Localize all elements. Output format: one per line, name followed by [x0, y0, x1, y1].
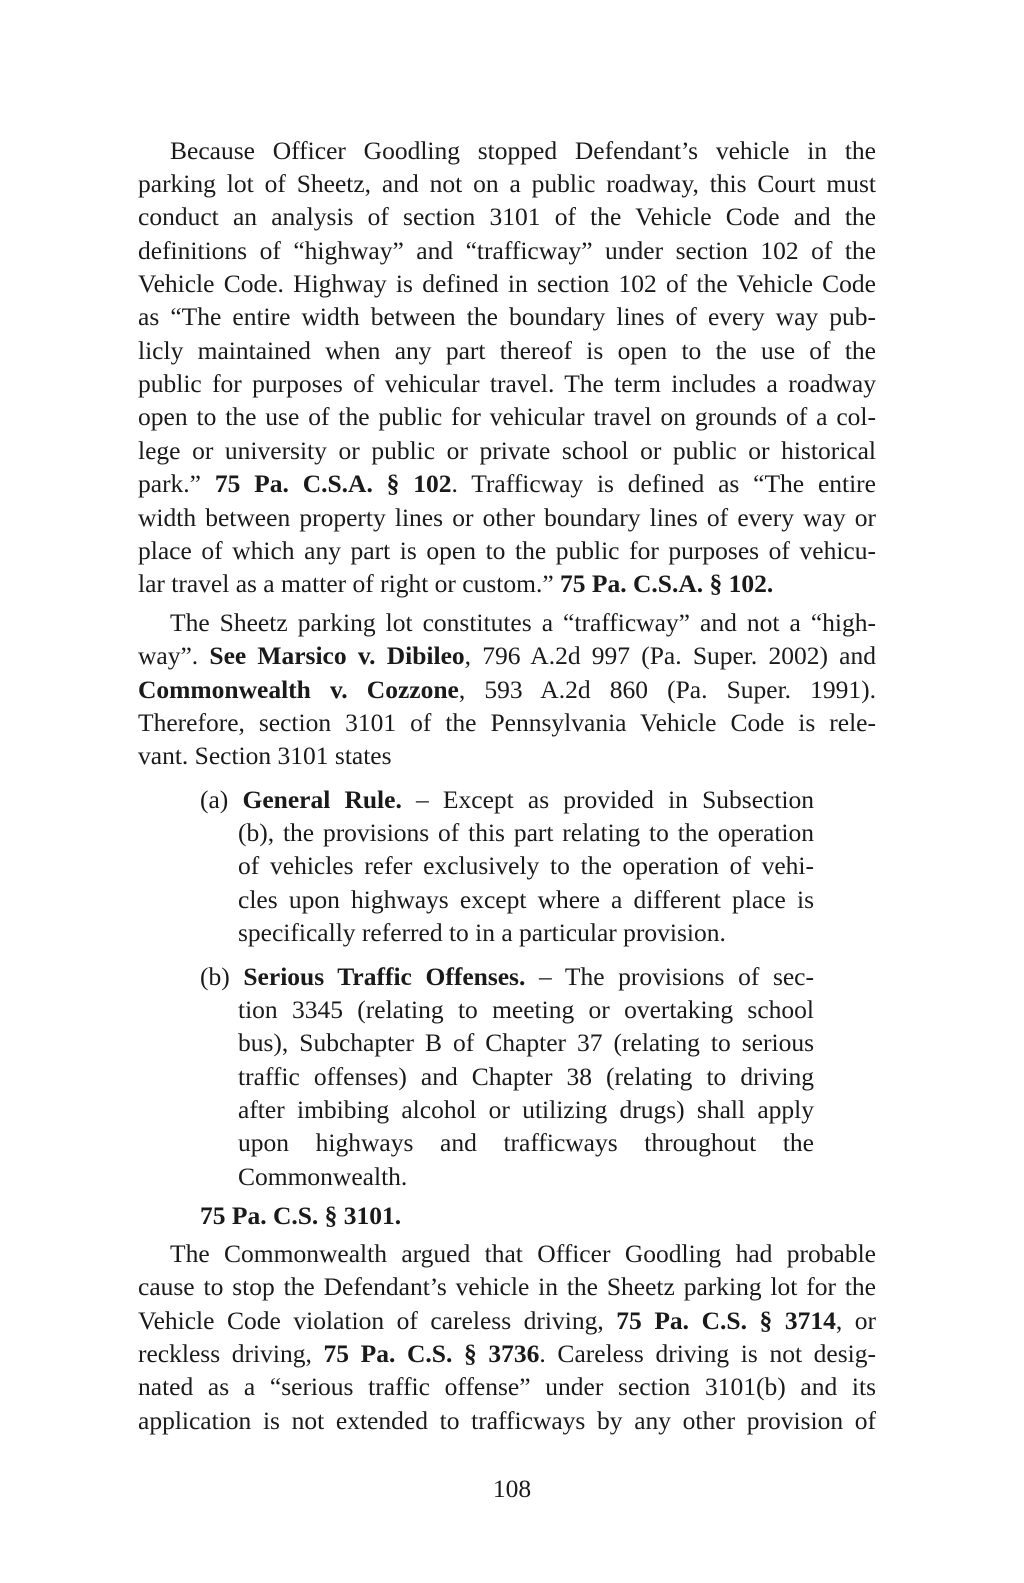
text-run: – Except as provided in Subsection: [401, 785, 815, 814]
paragraph-line: parking lot of Sheetz, and not on a public roadway, this Court must: [138, 169, 876, 198]
paragraph-line: Therefore, section 3101 of the Pennsylvania Vehicle Code is rele-: [138, 708, 876, 737]
paragraph-line: width between property lines or other boundary lines of every way or: [138, 503, 876, 532]
paragraph-line: open to the use of the public for vehicular travel on grounds of a col-: [138, 402, 876, 431]
subsection-b-line: [200, 960, 814, 993]
paragraph-line: licly maintained when any part thereof is open to the use of the: [138, 336, 876, 365]
paragraph-line: [138, 1304, 876, 1337]
citation: 75 Pa. C.S. § 3736: [323, 1339, 540, 1368]
text-run: lar travel as a matter of right or custom.”: [138, 569, 554, 598]
text-run: . Careless driving is not desig-: [539, 1339, 876, 1368]
subsection-b-line: bus), Subchapter B of Chapter 37 (relating to serious: [238, 1028, 814, 1057]
citation: 75 Pa. C.S. § 3714: [616, 1306, 836, 1335]
text-run: Vehicle Code violation of careless driving,: [138, 1306, 604, 1335]
paragraph-line: application is not extended to trafficways by any other provision of: [138, 1406, 876, 1435]
paragraph-line: cause to stop the Defendant’s vehicle in the Sheetz parking lot for the: [138, 1272, 876, 1301]
paragraph-line: [138, 467, 876, 500]
subsection-b-line: tion 3345 (relating to meeting or overtaking school: [238, 995, 814, 1024]
text-run: – The provisions of sec-: [525, 962, 814, 991]
citation: 75 Pa. C.S. § 3101.: [200, 1201, 402, 1230]
subsection-a-line: (b), the provisions of this part relating to the operation: [238, 818, 814, 847]
case-citation: Commonwealth v. Cozzone: [138, 675, 459, 704]
paragraph-line: The Sheetz parking lot constitutes a “trafficway” and not a “high-: [170, 608, 876, 637]
subsection-b-line: upon highways and trafficways throughout the: [238, 1128, 814, 1157]
text-run: , or: [835, 1306, 877, 1335]
paragraph-line: [138, 673, 876, 706]
paragraph-line: [138, 1337, 876, 1370]
paragraph-line: lege or university or public or private school or public or historical: [138, 436, 876, 465]
text-run: , 593 A.2d 860 (Pa. Super. 1991).: [458, 675, 877, 704]
text-run: , 796 A.2d 997 (Pa. Super. 2002) and: [464, 641, 876, 670]
paragraph-line: conduct an analysis of section 3101 of the Vehicle Code and the: [138, 202, 876, 231]
paragraph-line: The Commonwealth argued that Officer Goodling had probable: [170, 1239, 876, 1268]
subsection-marker: (b): [200, 962, 230, 991]
subsection-b-line: after imbibing alcohol or utilizing drugs) shall apply: [238, 1095, 814, 1124]
text-run: way”.: [138, 641, 199, 670]
subsection-a-line: of vehicles refer exclusively to the operation of vehi-: [238, 851, 814, 880]
subsection-marker: (a): [200, 785, 229, 814]
paragraph-line: public for purposes of vehicular travel. The term includes a roadway: [138, 369, 876, 398]
page-number: 108: [492, 1474, 532, 1503]
subsection-b-line: Commonwealth.: [238, 1162, 408, 1191]
paragraph-line: vant. Section 3101 states: [138, 741, 392, 770]
paragraph-line: definitions of “highway” and “trafficway” under section 102 of the: [138, 236, 876, 265]
paragraph-line: Vehicle Code. Highway is defined in section 102 of the Vehicle Code: [138, 269, 876, 298]
subsection-a-line: cles upon highways except where a different place is: [238, 885, 814, 914]
citation: 75 Pa. C.S.A. § 102: [214, 469, 452, 498]
subsection-b-line: traffic offenses) and Chapter 38 (relating to driving: [238, 1062, 814, 1091]
paragraph-line: [138, 639, 876, 672]
text-run: reckless driving,: [138, 1339, 312, 1368]
paragraph-line: nated as a “serious traffic offense” under section 3101(b) and its: [138, 1372, 876, 1401]
paragraph-line: place of which any part is open to the public for purposes of vehicu-: [138, 536, 876, 565]
subsection-a-line: [200, 783, 814, 816]
paragraph-line: [138, 567, 876, 600]
paragraph-line: as “The entire width between the boundary lines of every way pub-: [138, 302, 876, 331]
text-run: park.”: [138, 469, 202, 498]
subsection-a-line: specifically referred to in a particular provision.: [238, 918, 726, 947]
paragraph-line: Because Officer Goodling stopped Defendant’s vehicle in the: [170, 136, 876, 165]
subsection-heading: General Rule.: [242, 785, 402, 814]
text-run: . Trafficway is defined as “The entire: [451, 469, 876, 498]
case-citation: See Marsico v. Dibileo: [209, 641, 465, 670]
subsection-heading: Serious Traffic Offenses.: [243, 962, 526, 991]
citation: 75 Pa. C.S.A. § 102.: [560, 569, 774, 598]
statute-citation: [200, 1199, 814, 1232]
